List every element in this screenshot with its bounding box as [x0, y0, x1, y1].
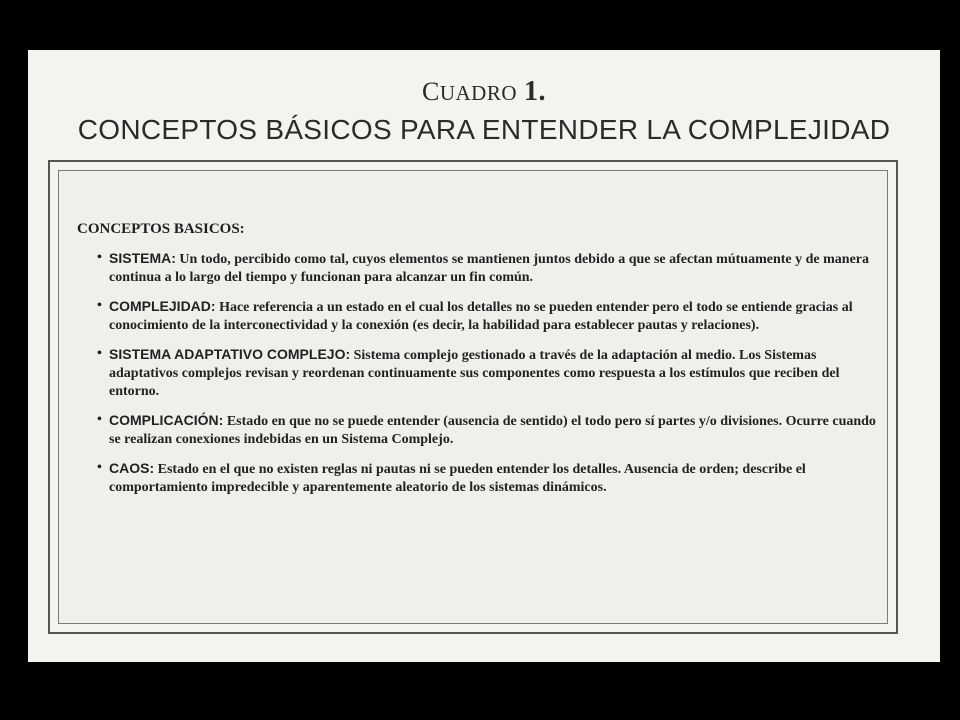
caption-initial: C	[421, 77, 440, 106]
concept-item-sistema	[97, 249, 877, 287]
scanned-page	[28, 50, 940, 662]
section-heading: CONCEPTOS BASICOS:	[77, 221, 245, 237]
bullet-icon: •	[97, 250, 102, 265]
concepts-box-outer	[48, 160, 898, 634]
concept-list	[97, 249, 877, 507]
concept-item-complicacion	[97, 411, 877, 449]
concept-term: SISTEMA ADAPTATIVO COMPLEJO:	[109, 346, 351, 362]
bullet-icon: •	[97, 298, 102, 313]
bullet-icon: •	[97, 412, 102, 427]
concept-item-complejidad	[97, 297, 877, 335]
concept-term: CAOS:	[109, 460, 155, 476]
concept-item-caos	[97, 459, 877, 497]
concept-definition: Estado en que no se puede entender (ausencia de sentido) el todo pero sí partes y/o divisiones. Ocurre cuando se realizan conexiones indebidas en un Sistema Complejo.	[109, 414, 876, 447]
table-caption	[28, 76, 940, 108]
page-title: CONCEPTOS BÁSICOS PARA ENTENDER LA COMPLEJIDAD	[77, 114, 891, 145]
bullet-icon: •	[97, 460, 102, 475]
caption-number: 1.	[524, 76, 546, 107]
concept-definition: Un todo, percibido como tal, cuyos elementos se mantienen juntos debido a que se afectan mútuamente y de manera continua a lo largo del tiempo y funcionan para alcanzar un fin común.	[109, 252, 869, 285]
concept-definition: Sistema complejo gestionado a través de la adaptación al medio. Los Sistemas adaptativos complejos revisan y reordenan continuamente sus componentes como respuesta a los estímulos que reciben del entorno.	[109, 348, 840, 399]
bullet-icon: •	[97, 346, 102, 361]
concept-term: COMPLICACIÓN:	[109, 412, 224, 428]
caption-small-caps: UADRO	[439, 81, 517, 105]
concept-term: COMPLEJIDAD:	[109, 298, 216, 314]
concept-definition: Hace referencia a un estado en el cual los detalles no se pueden entender pero el todo se entiende gracias al conocimiento de la interconectividad y la conexión (es decir, la habilidad para establecer pautas y relaciones).	[109, 300, 853, 333]
concepts-box-inner	[58, 170, 888, 624]
concept-term: SISTEMA:	[109, 250, 176, 266]
concept-item-sistema-adaptativo	[97, 345, 877, 401]
concept-definition: Estado en el que no existen reglas ni pautas ni se pueden entender los detalles. Ausencia de orden; describe el comportamiento impredecible y aparentemente aleatorio de los sistemas dinámicos.	[109, 462, 806, 495]
